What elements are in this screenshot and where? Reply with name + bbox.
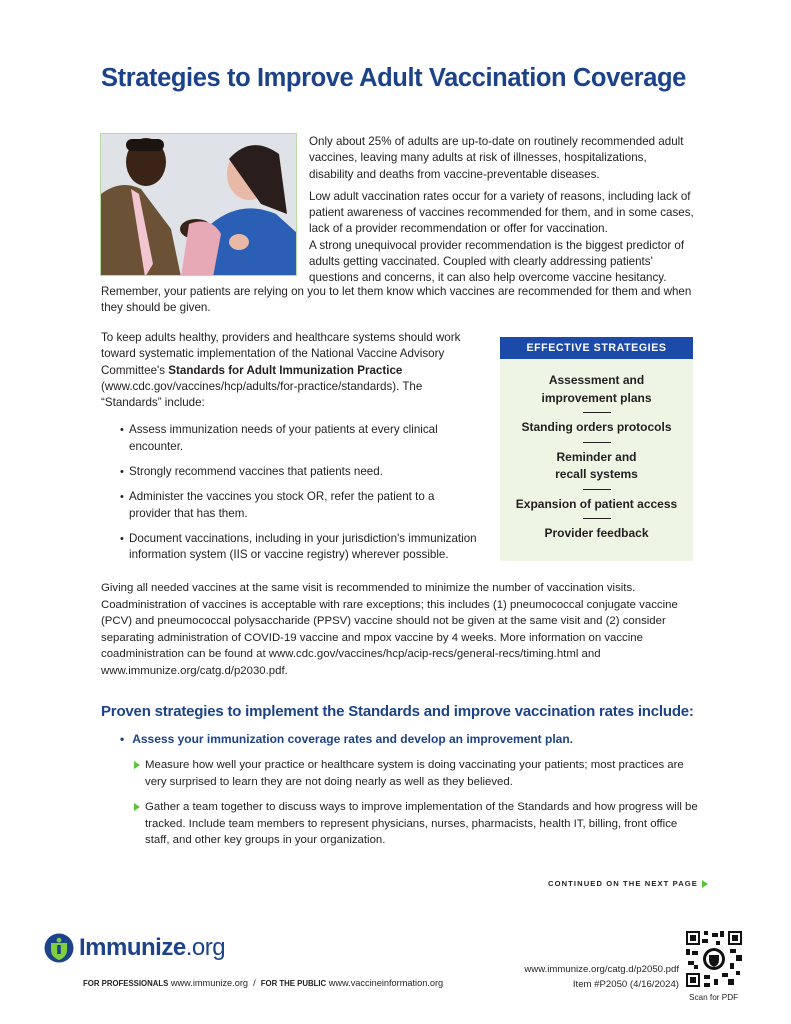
public-link[interactable]: www.vaccineinformation.org: [328, 978, 444, 988]
proven-sub-item-text: Measure how well your practice or healthcare system is doing vaccinating your patients; most practices are very surprised to learn they are not doing nearly as well as they believed.: [145, 759, 684, 788]
professionals-link[interactable]: www.immunize.org: [170, 978, 248, 988]
bullet-icon: •: [120, 491, 124, 504]
proven-strategies-heading: Proven strategies to implement the Standards and improve vaccination rates include:: [101, 703, 694, 720]
standards-list-item: [101, 531, 479, 564]
standards-list-item: [101, 489, 479, 522]
document-info: [524, 962, 679, 992]
intro-paragraph-2: Low adult vaccination rates occur for a variety of reasons, including lack of patient awareness of vaccines recommended for them, and in some cases, lack of a provider recommendation or offer for vaccination.: [309, 189, 694, 236]
divider: [583, 412, 611, 413]
green-arrow-icon: [134, 761, 140, 769]
immunize-logo-text: [79, 934, 225, 962]
standards-title: Standards for Adult Immunization Practice: [168, 363, 403, 377]
strategy-item: Reminder and recall systems: [555, 449, 638, 481]
coadministration-paragraph: Giving all needed vaccines at the same visit is recommended to minimize the number of vaccination visits. Coadministration of vaccines is acceptable with rare exceptions; this includes (1) pneumococcal conjugate vaccine (PCV) and pneumococcal polysaccharide (PPSV) vaccine should not be given at the same visit and (2) consider separating administration of COVID-19 vaccine and mpox vaccine by 4 weeks. More information on vaccine coadministration can be found at www.cdc.gov/vaccines/hcp/acip-recs/general-recs/timing.html and www.immunize.org/catg.d/p2030.pdf.: [101, 582, 678, 677]
bullet-icon: •: [120, 732, 125, 746]
proven-sub-item: [134, 799, 704, 849]
pdf-url-link[interactable]: www.immunize.org/catg.d/p2050.pdf: [524, 964, 679, 975]
professionals-label: FOR PROFESSIONALS: [83, 979, 169, 988]
continued-text: CONTINUED ON THE NEXT PAGE: [548, 879, 698, 888]
proven-sub-item-text: Gather a team together to discuss ways to improve implementation of the Standards and how progress will be tracked. Include team members to represent physicians, nurses, pharmacists, health IT, billing, front office staff, and other key groups in your organization.: [145, 801, 698, 846]
standards-list-item: [101, 422, 479, 455]
standards-item-text: Assess immunization needs of your patients at every clinical encounter.: [129, 423, 438, 453]
immunize-logo[interactable]: [44, 933, 225, 963]
divider: [583, 518, 611, 519]
intro-paragraph-3: A strong unequivocal provider recommendation is the biggest predictor of adults getting vaccinated. Coupled with clearly addressing patients' questions and concerns, it can also help overcome vaccine hesitancy.: [309, 238, 685, 285]
logo-name: Immunize: [79, 934, 186, 961]
bullet-icon: •: [120, 424, 124, 437]
separator: /: [253, 978, 256, 988]
photo-illustration: [101, 134, 297, 276]
qr-code-icon[interactable]: [686, 931, 742, 987]
vaccination-photo: [100, 133, 297, 276]
scan-for-pdf-label: Scan for PDF: [689, 993, 739, 1002]
standards-intro: [101, 330, 479, 411]
strategy-item: Standing orders protocols: [521, 420, 672, 434]
proven-strategy-item: [120, 732, 573, 746]
effective-strategies-box: [500, 337, 693, 561]
intro-paragraph-1: Only about 25% of adults are up-to-date on routinely recommended adult vaccines, leaving many adults at risk of illnesses, hospitalizations, disability and deaths from vaccine-preventable diseases.: [309, 135, 684, 181]
page-title: Strategies to Improve Adult Vaccination Coverage: [101, 64, 686, 92]
bullet-icon: •: [120, 466, 124, 479]
continued-next-page[interactable]: [548, 879, 708, 888]
strategy-item: Expansion of patient access: [515, 496, 678, 511]
standards-list-item: [101, 464, 479, 480]
green-arrow-icon: [702, 880, 708, 888]
standards-url-text: (www.cdc.gov/vaccines/hcp/adults/for-practice/standards). The “Standards” include:: [101, 379, 423, 410]
strategy-item: Provider feedback: [544, 526, 649, 540]
intro-section: [309, 134, 694, 287]
item-number: Item #P2050 (4/16/2024): [572, 979, 679, 990]
public-label: FOR THE PUBLIC: [260, 979, 327, 988]
standards-section: [101, 330, 479, 573]
divider: [583, 442, 611, 443]
divider: [583, 489, 611, 490]
footer-links: [83, 978, 443, 988]
proven-strategy-text: Assess your immunization coverage rates and develop an improvement plan.: [132, 732, 574, 746]
green-arrow-icon: [134, 803, 140, 811]
standards-item-text: Document vaccinations, including in your jurisdiction's immunization information system (IIS or vaccine registry) wherever possible.: [129, 531, 477, 562]
effective-strategies-list: [500, 359, 693, 543]
standards-item-text: Strongly recommend vaccines that patients need.: [129, 465, 383, 479]
standards-intro-text: To keep adults healthy, providers and healthcare systems should work toward systematic implementation of the National Vaccine Advisory Committee's: [101, 331, 461, 377]
proven-sub-item: [134, 757, 704, 790]
strategy-item: Assessment and improvement plans: [541, 373, 652, 405]
logo-tld: .org: [185, 934, 226, 961]
intro-paragraph-3-continued: Remember, your patients are relying on you to let them know which vaccines are recommended for them and when they should be given.: [101, 285, 692, 315]
immunize-logo-icon: [44, 933, 74, 963]
effective-strategies-header: EFFECTIVE STRATEGIES: [500, 337, 693, 359]
standards-list: [101, 422, 479, 563]
standards-item-text: Administer the vaccines you stock OR, refer the patient to a provider that has them.: [129, 490, 435, 520]
bullet-icon: •: [120, 532, 124, 545]
